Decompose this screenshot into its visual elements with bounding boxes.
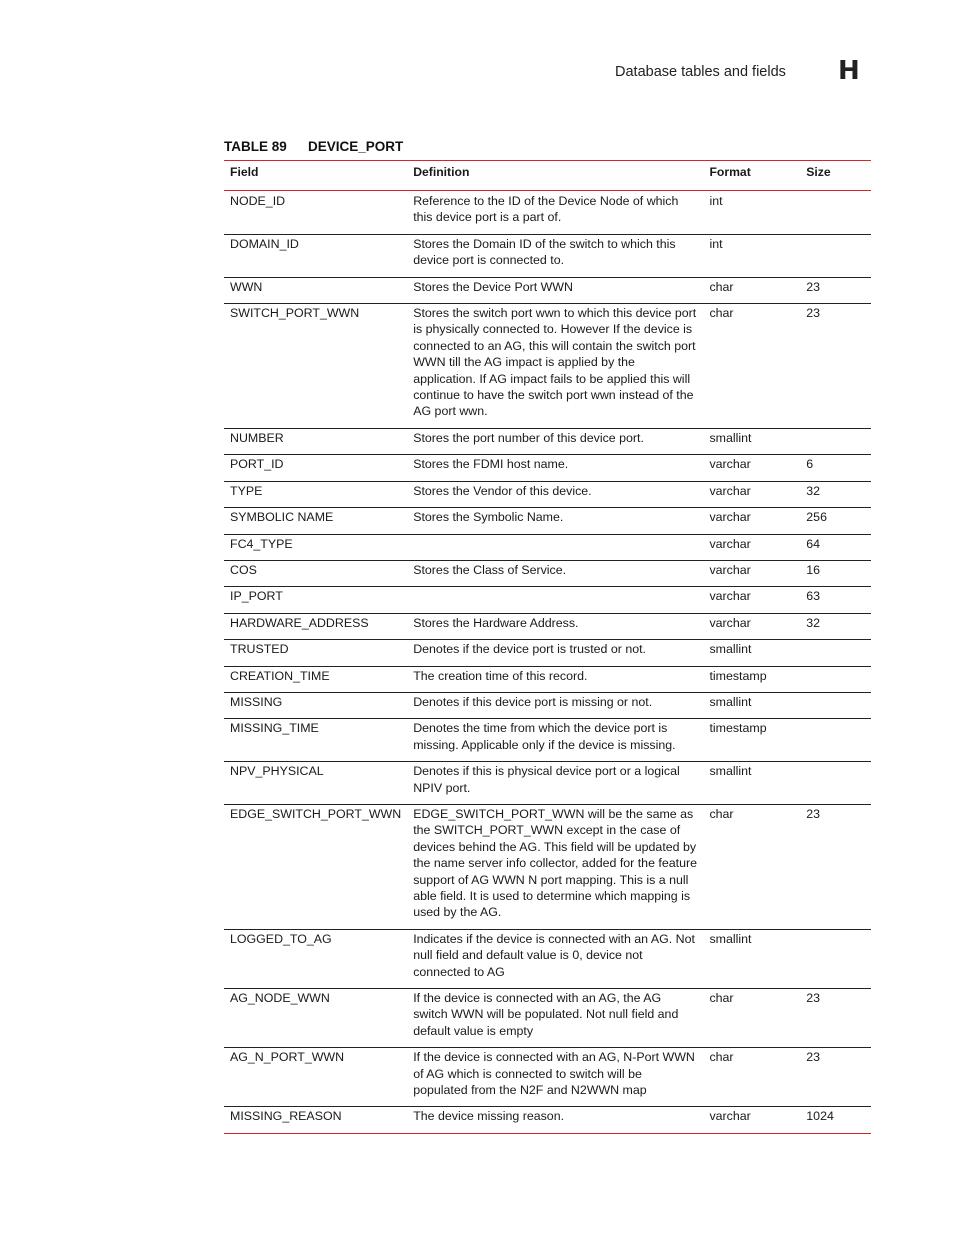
cell-size — [800, 640, 871, 666]
cell-size: 23 — [800, 1048, 871, 1107]
cell-size: 23 — [800, 277, 871, 303]
cell-definition: Stores the Hardware Address. — [407, 613, 703, 639]
cell-field: WWN — [224, 277, 407, 303]
cell-definition: Reference to the ID of the Device Node of which this device port is a part of. — [407, 191, 703, 235]
column-header-field: Field — [224, 161, 407, 191]
cell-definition: Stores the Domain ID of the switch to which this device port is connected to. — [407, 234, 703, 277]
table-row — [224, 640, 871, 666]
table-row — [224, 719, 871, 762]
cell-definition: Stores the switch port wwn to which this device port is physically connected to. However If the device is connected to an AG, this will contain the switch port WWN till the AG impact is applied by the application. If AG impact fails to be applied this will continue to have the switch port wwn instead of the AG port wwn. — [407, 304, 703, 429]
cell-field: HARDWARE_ADDRESS — [224, 613, 407, 639]
cell-definition: Denotes the time from which the device port is missing. Applicable only if the device is missing. — [407, 719, 703, 762]
cell-format: varchar — [703, 481, 800, 507]
cell-definition: The device missing reason. — [407, 1107, 703, 1133]
cell-size: 23 — [800, 989, 871, 1048]
cell-field: SWITCH_PORT_WWN — [224, 304, 407, 429]
cell-field: LOGGED_TO_AG — [224, 929, 407, 988]
table-row — [224, 692, 871, 718]
table-row — [224, 191, 871, 235]
table-row — [224, 304, 871, 429]
cell-field: MISSING_TIME — [224, 719, 407, 762]
cell-format: char — [703, 277, 800, 303]
table-row — [224, 804, 871, 929]
cell-size — [800, 191, 871, 235]
column-header-size: Size — [800, 161, 871, 191]
chapter-letter: H — [838, 56, 860, 86]
table-row — [224, 534, 871, 560]
table-row — [224, 481, 871, 507]
cell-field: EDGE_SWITCH_PORT_WWN — [224, 804, 407, 929]
table-row — [224, 989, 871, 1048]
cell-size — [800, 762, 871, 805]
cell-format: varchar — [703, 534, 800, 560]
cell-field: DOMAIN_ID — [224, 234, 407, 277]
cell-definition: EDGE_SWITCH_PORT_WWN will be the same as the SWITCH_PORT_WWN except in the case of devices behind the AG. This field will be updated by the name server info collector, added for the feature support of AG WWN N port mapping. This is a null able field. It is used to determine which mapping is used by the AG. — [407, 804, 703, 929]
cell-field: PORT_ID — [224, 455, 407, 481]
table-title: DEVICE_PORT — [308, 139, 404, 154]
device-port-table — [224, 160, 871, 1134]
cell-field: TRUSTED — [224, 640, 407, 666]
column-header-definition: Definition — [407, 161, 703, 191]
cell-format: varchar — [703, 560, 800, 586]
cell-field: AG_NODE_WWN — [224, 989, 407, 1048]
cell-field: MISSING_REASON — [224, 1107, 407, 1133]
table-row — [224, 929, 871, 988]
cell-field: AG_N_PORT_WWN — [224, 1048, 407, 1107]
table-row — [224, 455, 871, 481]
cell-definition — [407, 587, 703, 613]
cell-field: MISSING — [224, 692, 407, 718]
cell-definition: Stores the FDMI host name. — [407, 455, 703, 481]
table-row — [224, 613, 871, 639]
cell-size — [800, 929, 871, 988]
cell-definition: Stores the Symbolic Name. — [407, 508, 703, 534]
cell-definition: Stores the Vendor of this device. — [407, 481, 703, 507]
cell-field: NUMBER — [224, 428, 407, 454]
cell-format: int — [703, 191, 800, 235]
cell-definition — [407, 534, 703, 560]
cell-definition: Stores the Class of Service. — [407, 560, 703, 586]
table-number: TABLE 89 — [224, 139, 287, 154]
cell-definition: If the device is connected with an AG, the AG switch WWN will be populated. Not null field and default value is empty — [407, 989, 703, 1048]
cell-format: smallint — [703, 692, 800, 718]
cell-definition: Stores the port number of this device port. — [407, 428, 703, 454]
cell-size: 256 — [800, 508, 871, 534]
cell-format: varchar — [703, 455, 800, 481]
cell-format: varchar — [703, 613, 800, 639]
column-header-format: Format — [703, 161, 800, 191]
cell-definition: Denotes if the device port is trusted or not. — [407, 640, 703, 666]
cell-field: CREATION_TIME — [224, 666, 407, 692]
cell-field: NPV_PHYSICAL — [224, 762, 407, 805]
cell-field: FC4_TYPE — [224, 534, 407, 560]
cell-size — [800, 428, 871, 454]
cell-definition: Stores the Device Port WWN — [407, 277, 703, 303]
cell-format: char — [703, 304, 800, 429]
table-row — [224, 762, 871, 805]
table-row — [224, 508, 871, 534]
table-row — [224, 1107, 871, 1133]
cell-definition: Indicates if the device is connected with an AG. Not null field and default value is 0, device not connected to AG — [407, 929, 703, 988]
cell-field: TYPE — [224, 481, 407, 507]
cell-size — [800, 234, 871, 277]
cell-size: 23 — [800, 304, 871, 429]
table-row — [224, 587, 871, 613]
cell-size: 16 — [800, 560, 871, 586]
cell-definition: Denotes if this device port is missing or not. — [407, 692, 703, 718]
table-row — [224, 1048, 871, 1107]
cell-format: varchar — [703, 587, 800, 613]
cell-format: smallint — [703, 428, 800, 454]
cell-size — [800, 666, 871, 692]
cell-field: COS — [224, 560, 407, 586]
cell-size: 23 — [800, 804, 871, 929]
cell-field: SYMBOLIC NAME — [224, 508, 407, 534]
table-caption — [224, 139, 403, 154]
cell-format: int — [703, 234, 800, 277]
table-body — [224, 191, 871, 1134]
cell-format: smallint — [703, 762, 800, 805]
cell-format: smallint — [703, 929, 800, 988]
cell-format: char — [703, 804, 800, 929]
table-row — [224, 560, 871, 586]
cell-size: 6 — [800, 455, 871, 481]
cell-size: 32 — [800, 613, 871, 639]
cell-field: NODE_ID — [224, 191, 407, 235]
cell-size: 64 — [800, 534, 871, 560]
table-header-row — [224, 161, 871, 191]
cell-size — [800, 719, 871, 762]
cell-size: 32 — [800, 481, 871, 507]
cell-definition: Denotes if this is physical device port or a logical NPIV port. — [407, 762, 703, 805]
cell-format: timestamp — [703, 719, 800, 762]
table-row — [224, 666, 871, 692]
cell-format: smallint — [703, 640, 800, 666]
cell-format: varchar — [703, 508, 800, 534]
table-row — [224, 428, 871, 454]
cell-format: char — [703, 1048, 800, 1107]
table-row — [224, 277, 871, 303]
cell-format: char — [703, 989, 800, 1048]
running-header-title: Database tables and fields — [615, 64, 786, 80]
cell-size: 1024 — [800, 1107, 871, 1133]
table-row — [224, 234, 871, 277]
cell-size — [800, 692, 871, 718]
cell-definition: If the device is connected with an AG, N-Port WWN of AG which is connected to switch will be populated from the N2F and N2WWN map — [407, 1048, 703, 1107]
cell-format: timestamp — [703, 666, 800, 692]
cell-size: 63 — [800, 587, 871, 613]
cell-field: IP_PORT — [224, 587, 407, 613]
cell-format: varchar — [703, 1107, 800, 1133]
cell-definition: The creation time of this record. — [407, 666, 703, 692]
